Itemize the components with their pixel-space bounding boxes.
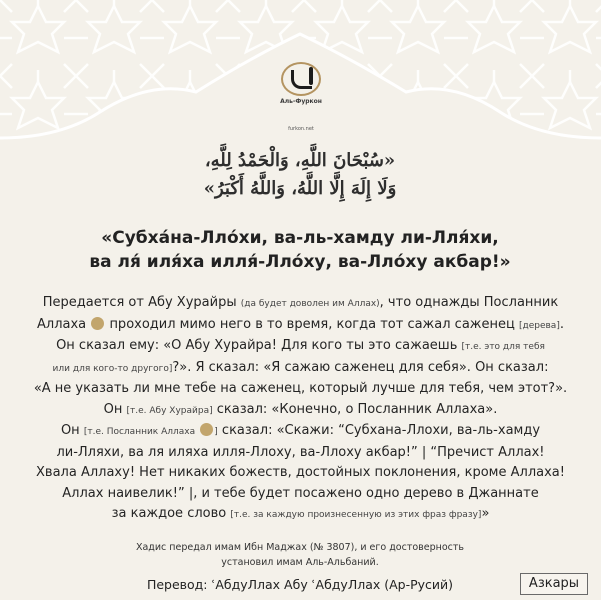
- text: «А не указать ли мне тебе на саженец, который лучше для тебя, чем этот?».: [33, 381, 568, 396]
- dua-transliteration-line-2: ва ля́ иля́ха илля́-Лло́ху, ва-Лло́ху акбар!»: [89, 252, 511, 272]
- al-furqon-logo-mark: [281, 62, 321, 96]
- hadith-note: [дерева]: [518, 320, 560, 331]
- hadith-note: [т.е. Посланник Аллаха: [83, 427, 196, 437]
- text: Аллаха: [37, 316, 87, 332]
- al-furqon-logo: [270, 62, 332, 105]
- hadith-note: [т.е. это для тебя: [461, 342, 545, 352]
- text: проходил мимо него в то время, когда тот сажал саженец: [109, 316, 515, 332]
- logo-name: Аль-Фуркон: [280, 98, 322, 105]
- hadith-note: или для кого-то другого]: [52, 363, 173, 374]
- dua-arabic-line-1: «سُبْحَانَ اللَّهِ، وَالْحَمْدُ لِلَّهِ،: [204, 150, 396, 171]
- hadith-text: [10, 293, 591, 526]
- azkary-button[interactable]: Азкары: [520, 573, 588, 595]
- text: , что однажды Посланник: [379, 295, 559, 310]
- text: Он: [103, 401, 123, 417]
- hadith-line: [10, 421, 591, 443]
- text: Он: [60, 423, 80, 438]
- text: »: [481, 506, 490, 521]
- hadith-note: [т.е. Абу Хурайра]: [126, 405, 213, 416]
- hadith-line: [10, 443, 591, 464]
- hadith-note: ]: [214, 427, 218, 437]
- hadith-line: [10, 484, 591, 505]
- text: ли-Лляхи, ва ля иляха илля-Ллоху, ва-Ллоху акбар!” | “Пречист Аллах!: [56, 444, 545, 460]
- salawat-icon: [200, 423, 213, 436]
- hadith-source-line-2: установил имам Аль-Альбаний.: [221, 557, 379, 568]
- translator-credit: Перевод: ʿАбдуЛлах Абу ʿАбдуЛлах (Ар-Русий): [146, 577, 454, 592]
- text: сказал: «Скажи: “Субхана-Ллохи, ва-ль-хамду: [221, 423, 541, 438]
- text: Передается от Абу Хурайры: [42, 295, 237, 310]
- hadith-source-line-1: Хадис передал имам Ибн Маджах (№ 3807), и его достоверность: [135, 542, 465, 553]
- text: сказал: «Конечно, о Посланник Аллаха».: [216, 401, 498, 417]
- text: Хвала Аллаху! Нет никаких божеств, достойных поклонения, кроме Аллаха!: [36, 465, 565, 480]
- logo-site-url: furkon.net: [288, 126, 314, 132]
- dua-transliteration-line-1: «Субха́на-Лло́хи, ва-ль-хамду ли-Лля́хи,: [101, 228, 499, 248]
- dua-arabic-line-2: وَلَا إِلَهَ إِلَّا اللَّهُ، وَاللَّهُ أَكْبَرُ»: [203, 178, 397, 199]
- hadith-line: [10, 358, 591, 380]
- salawat-icon: [91, 317, 104, 330]
- text: за каждое слово: [111, 506, 227, 521]
- hadith-line: [10, 336, 591, 358]
- text: Он сказал ему: «О Абу Хурайра! Для кого ты это сажаешь: [56, 338, 458, 353]
- hadith-line: Аллаха проходил мимо него в то время, когда тот сажал саженец [дерева].: [37, 316, 564, 332]
- hadith-note: (да будет доволен им Аллах): [240, 299, 380, 309]
- hadith-note: [т.е. за каждую произнесенную из этих фраз фразу]: [230, 510, 482, 520]
- hadith-line: [10, 504, 591, 526]
- hadith-line: [10, 463, 591, 484]
- hadith-line: [10, 293, 591, 315]
- hadith-line: [10, 379, 591, 400]
- hadith-line: [10, 400, 591, 422]
- text: ?». Я сказал: «Я сажаю саженец для себя». Он сказал:: [172, 359, 549, 375]
- text: Аллах наивелик!” |, и тебе будет посажено одно дерево в Джаннате: [62, 485, 539, 501]
